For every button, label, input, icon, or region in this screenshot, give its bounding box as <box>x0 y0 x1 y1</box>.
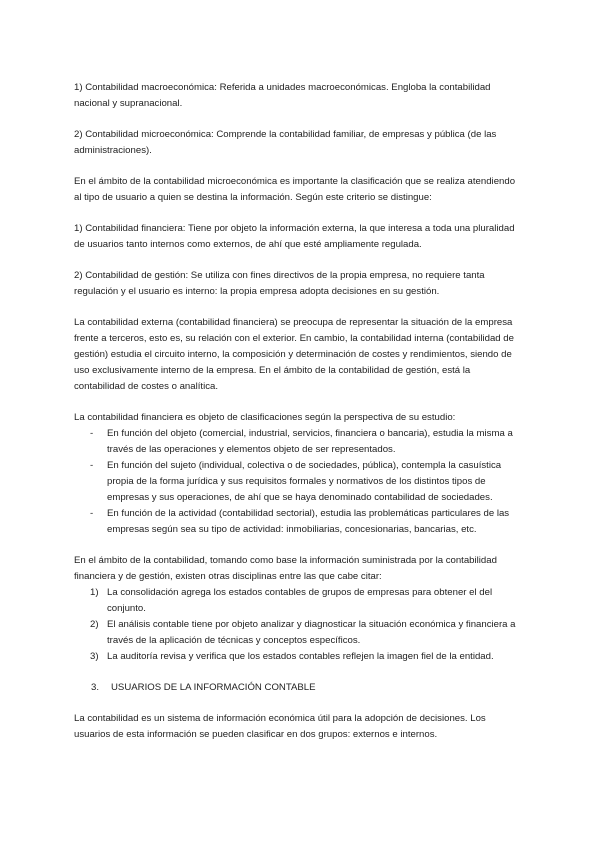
document-page <box>74 80 524 758</box>
paragraph-financial-classifications: La contabilidad financiera es objeto de clasificaciones según la perspectiva de su estudio: <box>74 412 456 423</box>
list-item-text: En función del sujeto (individual, colectiva o de sociedades, pública), contempla la casuística propia de la forma jurídica y sus requisitos formales y normativos de los distintos tipos de empresas y sus operaciones, de ahí que se haya denominado contabilidad de sociedades. <box>107 460 502 503</box>
paragraph-financial-accounting: 1) Contabilidad financiera: Tiene por objeto la información externa, la que interesa a toda una pluralidad de usuarios tanto internos como externos, de ahí que esté ampliamente regulada. <box>74 223 515 250</box>
list-item <box>74 649 524 665</box>
list-item <box>74 506 524 538</box>
list-item-text: En función de la actividad (contabilidad sectorial), estudia las problemáticas particulares de las empresas según sea su tipo de actividad: inmobiliarias, concesionarias, bancarias, etc. <box>107 508 510 535</box>
list-item-text: La consolidación agrega los estados contables de grupos de empresas para obtener el del conjunto. <box>107 587 493 614</box>
paragraph-management-accounting: 2) Contabilidad de gestión: Se utiliza con fines directivos de la propia empresa, no requiere tanta regulación y el usuario es interno: la propia empresa adopta decisiones en su gestión. <box>74 270 485 297</box>
list-marker: 3) <box>90 651 99 662</box>
paragraph-macroeconomic: 1) Contabilidad macroeconómica: Referida a unidades macroeconómicas. Engloba la contabilidad nacional y supranacional. <box>74 82 491 109</box>
list-marker: - <box>90 460 94 471</box>
list-item-text: La auditoría revisa y verifica que los estados contables reflejen la imagen fiel de la entidad. <box>107 651 494 662</box>
list-item <box>74 617 524 649</box>
list-marker: - <box>90 428 94 439</box>
list-item <box>74 426 524 458</box>
numbered-list <box>74 585 524 665</box>
list-marker: 1) <box>90 587 99 598</box>
paragraph-users-intro: La contabilidad es un sistema de información económica útil para la adopción de decisiones. Los usuarios de esta información se pueden clasificar en dos grupos: externos e internos. <box>74 713 486 740</box>
paragraph-other-disciplines: En el ámbito de la contabilidad, tomando como base la información suministrada por la contabilidad financiera y de gestión, existen otras disciplinas entre las que cabe citar: <box>74 555 497 582</box>
section-number: 3. <box>91 682 100 693</box>
dash-list <box>74 426 524 538</box>
section-title: USUARIOS DE LA INFORMACIÓN CONTABLE <box>111 682 316 693</box>
list-marker: - <box>90 508 94 519</box>
paragraph-external-internal: La contabilidad externa (contabilidad financiera) se preocupa de representar la situación de la empresa frente a terceros, esto es, su relación con el exterior. En cambio, la contabilidad interna (contabilidad de gestión) estudia el circuito interno, la composición y determinación de costes y rendimientos, siendo de uso exclusivamente interno de la empresa. En el ámbito de la contabilidad de gestión, está la contabilidad de costes o analítica. <box>74 317 514 392</box>
paragraph-microeconomic: 2) Contabilidad microeconómica: Comprende la contabilidad familiar, de empresas y pública (de las administraciones). <box>74 129 497 156</box>
list-item-text: En función del objeto (comercial, industrial, servicios, financiera o bancaria), estudia la misma a través de las operaciones y elementos objeto de ser representados. <box>107 428 513 455</box>
section-heading <box>74 680 524 696</box>
list-item-text: El análisis contable tiene por objeto analizar y diagnosticar la situación económica y financiera a través de la aplicación de técnicas y conceptos específicos. <box>107 619 516 646</box>
list-item <box>74 458 524 506</box>
list-item <box>74 585 524 617</box>
list-marker: 2) <box>90 619 99 630</box>
paragraph-classification-intro: En el ámbito de la contabilidad microeconómica es importante la clasificación que se realiza atendiendo al tipo de usuario a quien se destina la información. Según este criterio se distingue: <box>74 176 516 203</box>
